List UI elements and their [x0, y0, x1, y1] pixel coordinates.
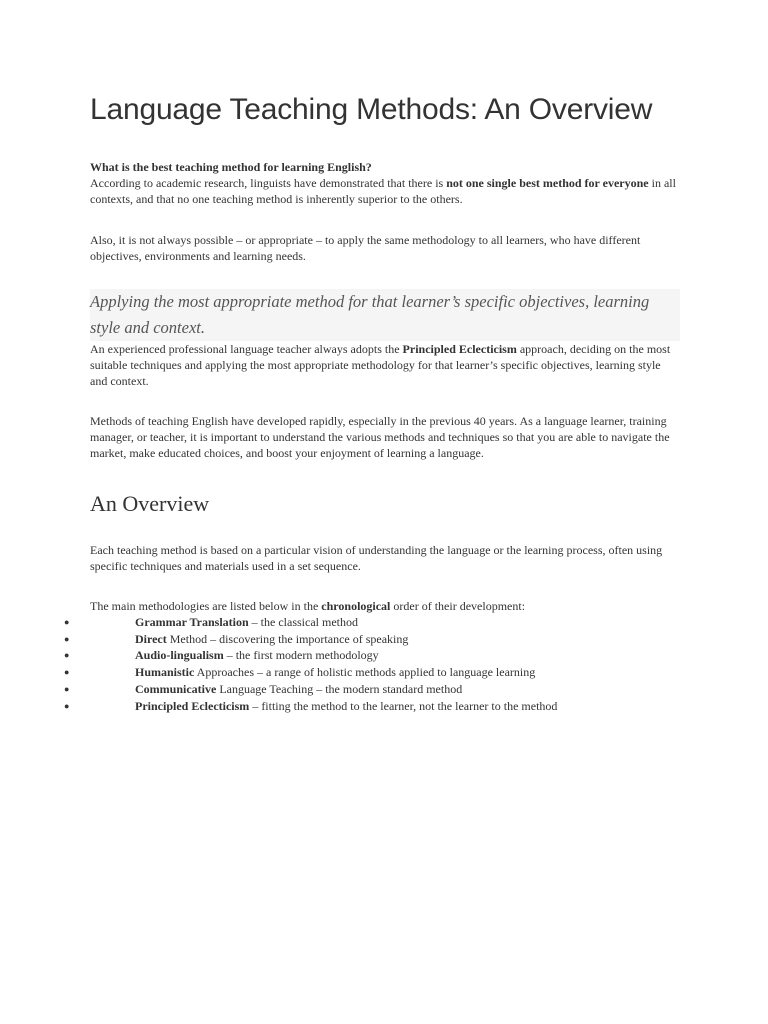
bullet-icon: ●: [64, 667, 70, 678]
experienced-teacher-paragraph: [90, 341, 680, 389]
section-heading-overview: An Overview: [90, 491, 210, 516]
method-name: Principled Eclecticism: [135, 698, 250, 713]
method-description: Approaches – a range of holistic methods applied to language learning: [194, 665, 536, 680]
list-item: [0, 614, 680, 631]
method-description: Language Teaching – the modern standard method: [216, 681, 463, 696]
method-name: Grammar Translation: [135, 615, 249, 629]
document-content: [64, 88, 680, 714]
intro-text-end: order of their development:: [390, 599, 526, 613]
method-name: Humanistic: [135, 665, 195, 680]
bullet-icon: ●: [64, 617, 70, 627]
bullet-icon: ●: [64, 700, 70, 711]
academic-emphasis: not one single best method for everyone: [446, 176, 649, 190]
intro-text-start: The main methodologies are listed below in the: [90, 599, 322, 613]
list-item: [0, 631, 680, 648]
methods-development-paragraph: Methods of teaching English have developed rapidly, especially in the previous 40 years. As a language learner, training manager, or teacher, it is important to understand the various methods and techniques so that you are able to navigate the market, make educated choices, and boost your enjoyment of learning a language.: [90, 414, 670, 460]
experienced-emphasis: Principled Eclecticism: [402, 342, 517, 356]
bullet-icon: ●: [64, 650, 70, 661]
teaching-method-paragraph: Each teaching method is based on a particular vision of understanding the language or the learning process, often using specific techniques and materials used in a set sequence.: [90, 543, 663, 573]
intro-emphasis: chronological: [321, 599, 391, 613]
methodologies-intro: [90, 598, 680, 614]
academic-research-paragraph: [90, 175, 680, 207]
experienced-text-start: An experienced professional language teacher always adopts the: [90, 342, 403, 356]
bullet-icon: ●: [64, 633, 70, 644]
method-description: – the classical method: [248, 615, 358, 629]
methodology-paragraph: Also, it is not always possible – or appropriate – to apply the same methodology to all learners, who have different objectives, environments and learning needs.: [90, 233, 641, 263]
academic-text-end: in all contexts, and that no one teaching method is inherently superior to the others.: [90, 176, 676, 206]
bullet-icon: ●: [64, 683, 70, 694]
method-name: Audio-lingualism: [135, 648, 224, 663]
method-description: – the first modern methodology: [223, 648, 379, 663]
pull-quote: [90, 289, 680, 341]
page-title: Language Teaching Methods: An Overview: [90, 93, 653, 126]
method-description: – fitting the method to the learner, not the learner to the method: [249, 698, 558, 713]
list-item: [0, 664, 680, 681]
pull-quote-text: Applying the most appropriate method for that learner’s specific objectives, learning style and context.: [90, 292, 650, 337]
method-description: Method – discovering the importance of speaking: [166, 631, 409, 646]
method-name: Communicative: [135, 681, 217, 696]
methods-list: [0, 614, 680, 714]
academic-text-start: According to academic research, linguists have demonstrated that there is: [90, 176, 447, 190]
experienced-text-end: approach, deciding on the most suitable techniques and applying the most appropriate methodology for that learner’s specific objectives, learning style and context.: [90, 342, 671, 388]
list-item: [0, 698, 680, 715]
method-name: Direct: [135, 631, 167, 646]
list-item: [0, 681, 680, 698]
question-heading: What is the best teaching method for learning English?: [90, 160, 372, 174]
list-item: [0, 647, 680, 664]
